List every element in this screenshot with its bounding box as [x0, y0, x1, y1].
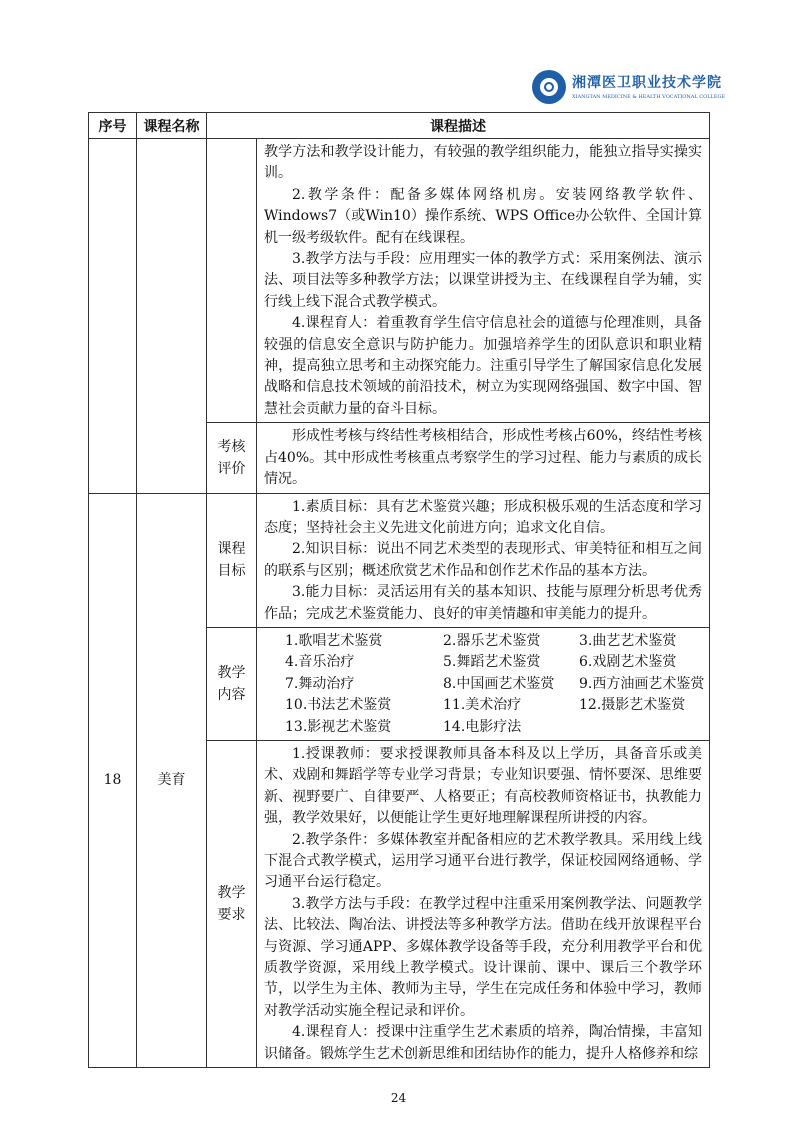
list-item: 7.舞动治疗: [285, 675, 355, 692]
college-name-cn: 湘潭医卫职业技术学院: [572, 74, 722, 91]
header-course-name: 课程名称: [137, 113, 207, 139]
cell-requirements-continued: 教学方法和教学设计能力，有较强的教学组织能力，能独立指导实操实训。 2.教学条件：配备多媒体网络机房。安装网络教学软件、Windows7（或Win10）操作系统、WPS Office办公软件、全国计算机一级考级软件。配有在线课程。 3.教学方法与手段：应用理实一体的教学方式：采用案例法、演示法、项目法等多种教学方法；以课堂讲授为主、在线课程自学为辅，实行线上线下混合式教学模式。 4.课程育人：着重教育学生信守信息社会的道德与伦理准则，具备较强的信息安全意识与防护能力。加强培养学生的团队意识和职业精神，提高独立思考和主动探究能力。注重引导学生了解国家信息化发展战略和信息技术领域的前沿技术，树立为实现网络强国、数字中国、智慧社会贡献力量的奋斗目标。: [257, 139, 710, 423]
table-header-row: [89, 113, 710, 139]
list-item: 13.影视艺术鉴赏: [285, 718, 392, 735]
label-requirements: 教学要求: [207, 740, 257, 1067]
list-item: 1.歌唱艺术鉴赏: [285, 632, 383, 649]
cell-label-empty: [207, 139, 257, 423]
table-row: [89, 139, 710, 423]
cell-content: [257, 627, 710, 740]
cell-number: 18: [89, 493, 137, 1068]
list-item: 3.曲艺艺术鉴赏: [579, 632, 677, 649]
cell-number-empty: [89, 139, 137, 494]
label-content: 教学内容: [207, 627, 257, 740]
label-goals: 课程目标: [207, 493, 257, 627]
cell-course-name: 美育: [137, 493, 207, 1068]
cell-assessment: 形成性考核与终结性考核相结合，形成性考核占60%，终结性考核占40%。其中形成性考核重点考察学生的学习过程、能力与素质的成长情况。: [257, 423, 710, 493]
college-emblem-icon: [532, 70, 566, 104]
list-item: 8.中国画艺术鉴赏: [443, 675, 555, 692]
college-name-en: XIANGTAN MEDICINE & HEALTH VOCATIONAL COLLEGE: [572, 93, 726, 100]
header-course-description: 课程描述: [207, 113, 710, 139]
table-row: [89, 493, 710, 627]
college-logo: [532, 70, 725, 104]
list-item: 4.音乐治疗: [285, 654, 355, 671]
list-item: 2.器乐艺术鉴赏: [443, 632, 541, 649]
list-item: 14.电影疗法: [443, 718, 522, 735]
list-item: 11.美术治疗: [443, 697, 522, 714]
page-number: 24: [390, 1091, 407, 1106]
list-item: 5.舞蹈艺术鉴赏: [443, 654, 541, 671]
list-item: 12.摄影艺术鉴赏: [579, 697, 686, 714]
cell-requirements: 1.授课教师：要求授课教师具备本科及以上学历，具备音乐或美术、戏剧和舞蹈学等专业学习背景；专业知识要强、情怀要深、思维要新、视野要广、自律要严、人格要正；有高校教师资格证书，执教能力强，教学效果好，以便能让学生更好地理解课程所讲授的内容。 2.教学条件：多媒体教室并配备相应的艺术教学教具。采用线上线下混合式教学模式，运用学习通平台进行教学，保证校园网络通畅、学习通平台运行稳定。 3.教学方法与手段：在教学过程中注重采用案例教学法、问题教学法、比较法、陶冶法、讲授法等多种教学方法。借助在线开放课程平台与资源、学习通APP、多媒体教学设备等手段，充分利用教学平台和优质教学资源，采用线上教学模式。设计课前、课中、课后三个教学环节，以学生为主体、教师为主导，学生在完成任务和体验中学习，教师对教学活动实施全程记录和评价。 4.课程育人：授课中注重学生艺术素质的培养，陶冶情操，丰富知识储备。锻炼学生艺术创新思维和团结协作的能力，提升人格修养和综: [257, 740, 710, 1067]
cell-goals: 1.素质目标：具有艺术鉴赏兴趣；形成积极乐观的生活态度和学习态度；坚持社会主义先进文化前进方向；追求文化自信。 2.知识目标：说出不同艺术类型的表现形式、审美特征和相互之间的联系与区别；概述欣赏艺术作品和创作艺术作品的基本方法。 3.能力目标：灵活运用有关的基本知识、技能与原理分析思考优秀作品；完成艺术鉴赏能力、良好的审美情趣和审美能力的提升。: [257, 493, 710, 627]
list-item: 10.书法艺术鉴赏: [285, 697, 392, 714]
cell-course-empty: [137, 139, 207, 494]
list-item: 9.西方油画艺术鉴赏: [579, 675, 705, 692]
course-table: [88, 112, 710, 1068]
content-list: [257, 631, 705, 738]
label-assessment: 考核评价: [207, 423, 257, 493]
page-body: [88, 112, 709, 1106]
header-number: 序号: [89, 113, 137, 139]
list-item: 6.戏剧艺术鉴赏: [579, 654, 677, 671]
